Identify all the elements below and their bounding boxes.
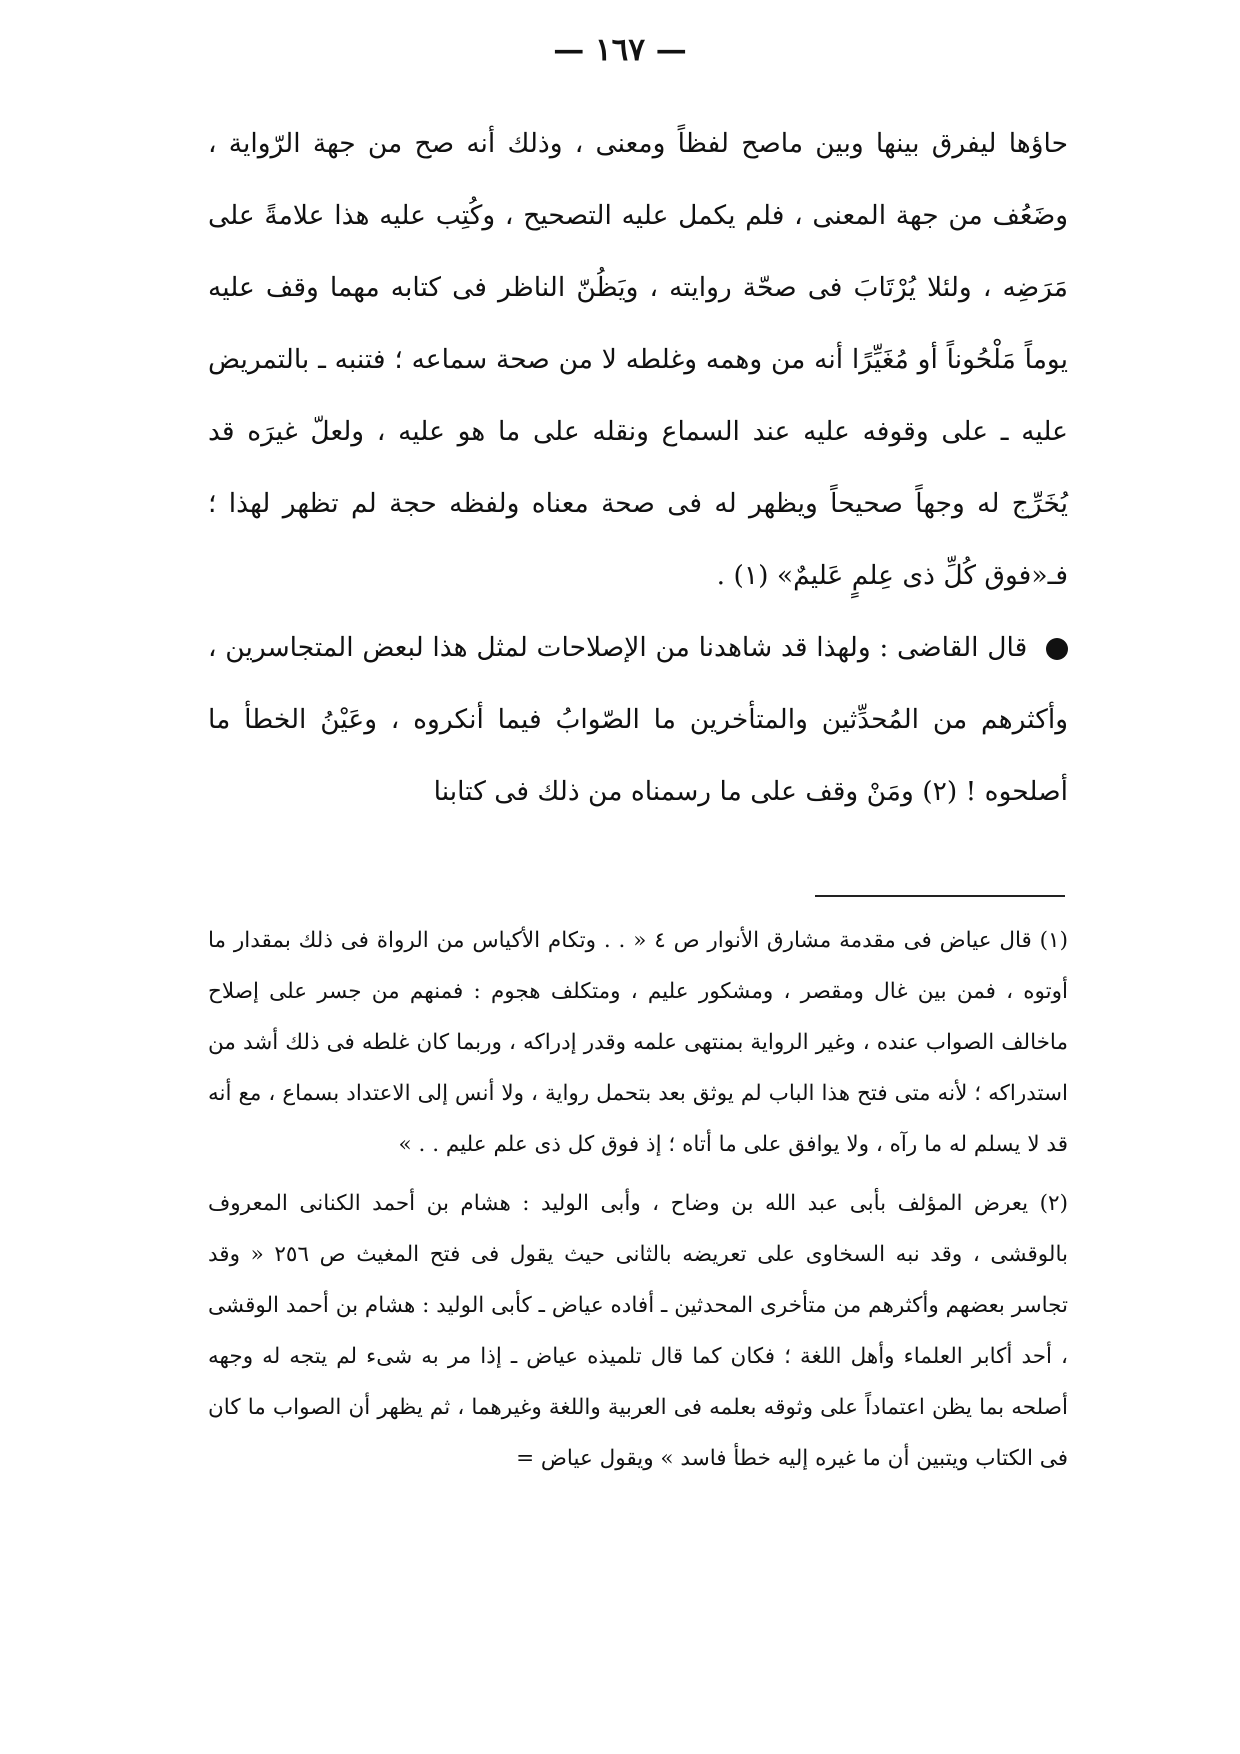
footnote-ref-2: (٢)	[922, 776, 958, 807]
footnote-2-marker: (٢)	[1039, 1191, 1068, 1216]
footnote-1-text: قال عياض فى مقدمة مشارق الأنوار ص ٤ « . . وتكام الأكياس من الرواة فى ذلك بمقدار ما أوتوه ، فمن بين غال ومقصر ، ومشكور عليم ، ومتكلف هجوم : فمنهم من جسر على إصلاح ماخالف الصواب عنده ، وغير الرواية بمنتهى علمه وقدر إدراكه ، وربما كان غلطه فى ذلك أشد من استدراكه ؛ لأنه متى فتح هذا الباب لم يوثق بعد بتحمل رواية ، ولا أنس إلى الاعتداد بسماع ، مع أنه قد لا يسلم له ما رآه ، ولا يوافق على ما أتاه ؛ إذ فوق كل ذى علم عليم . . »	[208, 928, 1068, 1157]
footnote-1	[208, 915, 1068, 1170]
footnotes	[208, 915, 1068, 1484]
paragraph-2-continuation: ومَنْ وقف على ما رسمناه من ذلك فى كتابنا	[433, 776, 914, 807]
footnote-2-text: يعرض المؤلف بأبى عبد الله بن وضاح ، وأبى الوليد : هشام بن أحمد الكنانى المعروف بالوقشى ، وقد نبه السخاوى على تعريضه بالثانى حيث يقول فى فتح المغيث ص ٢٥٦ « وقد تجاسر بعضهم وأكثرهم من متأخرى المحدثين ـ أفاده عياض ـ كأبى الوليد : هشام بن أحمد الوقشى ، أحد أكابر العلماء وأهل اللغة ؛ فكان كما قال تلميذه عياض ـ إذا مر به شىء لم يتجه له وجهه أصلحه بما يظن اعتماداً على وثوقه بعلمه فى العربية واللغة وغيرهما ، ثم يظهر أن الصواب ما كان فى الكتاب ويتبين أن ما غيره إليه خطأ فاسد » ويقول عياض =	[208, 1191, 1068, 1471]
paragraph-2	[208, 612, 1068, 828]
footnote-divider	[815, 895, 1065, 897]
paragraph-1-text: حاؤها ليفرق بينها وبين ماصح لفظاً ومعنى ، وذلك أنه صح من جهة الرّواية ، وضَعُف من جهة المعنى ، فلم يكمل عليه التصحيح ، وكُتِب عليه هذا علامةً على مَرَضِه ، ولئلا يُرْتَابَ فى صحّة روايته ، ويَظُنّ الناظر فى كتابه مهما وقف عليه يوماً مَلْحُوناً أو مُغَيِّرًا أنه من وهمه وغلطه لا من صحة سماعه ؛ فتنبه ـ بالتمريض عليه ـ على وقوفه عليه عند السماع ونقله على ما هو عليه ، ولعلّ غيرَه قد يُخَرِّج له وجهاً صحيحاً ويظهر له فى صحة معناه ولفظه حجة لم تظهر لهذا ؛ فـ«فوق كُلِّ ذى عِلمٍ عَليمٌ»	[208, 128, 1068, 591]
bullet-icon	[1046, 638, 1068, 660]
paragraph-1	[208, 108, 1068, 612]
footnote-2	[208, 1178, 1068, 1484]
paragraph-2-text: قال القاضى : ولهذا قد شاهدنا من الإصلاحات لمثل هذا لبعض المتجاسرين ، وأكثرهم من المُحدِّثين والمتأخرين ما الصّوابُ فيما أنكروه ، وعَيْنُ الخطأ ما أصلحوه !	[208, 632, 1068, 807]
footnote-1-marker: (١)	[1039, 928, 1068, 953]
page-number: — ١٦٧ —	[553, 32, 687, 68]
main-text	[208, 108, 1068, 828]
footnote-ref-1: (١) .	[716, 560, 769, 591]
